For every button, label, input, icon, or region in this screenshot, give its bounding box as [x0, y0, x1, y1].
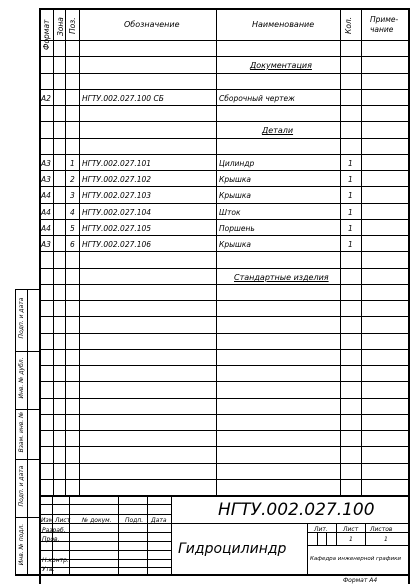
side-stamp-outer	[15, 289, 16, 576]
side-stamp-label: Инв. № подл.	[18, 523, 25, 566]
row-name: Крышка	[219, 175, 251, 184]
row-rule	[39, 268, 410, 269]
row-rule	[39, 89, 410, 90]
title-block-row-rule	[39, 504, 171, 505]
header-zone: Зона	[56, 17, 65, 36]
row-designation: НГТУ.002.027.100 СБ	[82, 94, 164, 103]
header-note-2: чание	[370, 25, 394, 34]
row-name: Крышка	[219, 191, 251, 200]
row-rule	[39, 316, 410, 317]
row-rule	[39, 479, 410, 480]
side-stamp-label: Инв. № дубл.	[18, 357, 25, 399]
tb-label-date: Дата	[151, 517, 167, 524]
row-name: Крышка	[219, 240, 251, 249]
row-name: Документация	[250, 61, 312, 70]
row-format: А4	[41, 191, 51, 200]
row-pos: 1	[70, 159, 75, 168]
title-designation: НГТУ.002.027.100	[218, 500, 375, 520]
tb-utv: Утв.	[42, 566, 55, 573]
tb-label-list: Лист	[55, 517, 71, 524]
tb-sheet-val: 1	[349, 536, 353, 543]
row-format: А3	[41, 240, 51, 249]
row-rule	[39, 365, 410, 366]
side-stamp-line-3	[15, 459, 41, 460]
tb-label-doc: № докум.	[82, 517, 112, 524]
side-stamp-line-2	[15, 409, 41, 410]
row-rule	[39, 56, 410, 57]
side-stamp-top	[15, 289, 41, 290]
title-block-divider	[171, 495, 172, 576]
row-format: А3	[41, 159, 51, 168]
row-name: Сборочный чертеж	[219, 94, 295, 103]
tb-org: Кафедра инженерной графики	[310, 556, 401, 562]
tb-sheets-val: 1	[384, 536, 388, 543]
row-designation: НГТУ.002.027.103	[82, 191, 152, 200]
side-stamp-inner	[27, 289, 28, 576]
row-rule	[39, 333, 410, 334]
lit-col-2	[365, 523, 366, 545]
row-rule	[39, 219, 410, 220]
row-rule	[39, 235, 410, 236]
row-format: А4	[41, 208, 51, 217]
title-block-row-rule	[39, 567, 171, 568]
row-designation: НГТУ.002.027.102	[82, 175, 152, 184]
row-qty: 1	[348, 191, 353, 200]
row-rule	[39, 105, 410, 106]
row-name: Стандартные изделия	[234, 273, 329, 282]
row-rule	[39, 251, 410, 252]
tb-col-list	[69, 495, 70, 576]
tb-col-doc	[118, 495, 119, 576]
row-rule	[39, 300, 410, 301]
title-block-row-rule	[39, 514, 171, 515]
row-name: Цилиндр	[219, 159, 255, 168]
row-pos: 2	[70, 175, 75, 184]
row-qty: 1	[348, 159, 353, 168]
header-pos: Поз.	[68, 17, 77, 34]
row-rule	[39, 138, 410, 139]
header-rule	[39, 40, 410, 41]
row-rule	[39, 414, 410, 415]
row-qty: 1	[348, 208, 353, 217]
row-format: А2	[41, 94, 51, 103]
lit-values-rule	[307, 545, 410, 546]
header-qty: Кол.	[344, 16, 353, 34]
row-designation: НГТУ.002.027.101	[82, 159, 152, 168]
row-name: Поршень	[219, 224, 255, 233]
title-block-row-rule	[39, 550, 171, 551]
tb-razrab: Разраб.	[42, 527, 66, 534]
row-rule	[39, 73, 410, 74]
row-rule	[39, 381, 410, 382]
title-block-right-divider	[307, 523, 308, 576]
format-label: Формат А4	[343, 577, 378, 584]
tb-label-sign: Подп.	[125, 517, 144, 524]
tb-prov: Пров.	[42, 536, 60, 543]
header-designation: Обозначение	[124, 20, 180, 29]
tb-lit: Лит.	[314, 526, 328, 533]
row-rule	[39, 154, 410, 155]
row-name: Шток	[219, 208, 241, 217]
tb-label-izm: Изм	[41, 517, 54, 524]
row-rule	[39, 463, 410, 464]
frame-top	[39, 8, 410, 10]
row-pos: 4	[70, 208, 75, 217]
row-qty: 1	[348, 224, 353, 233]
side-stamp-label: Подп. и дата	[18, 465, 25, 507]
row-rule	[39, 121, 410, 122]
row-designation: НГТУ.002.027.104	[82, 208, 152, 217]
header-note-1: Приме-	[370, 15, 399, 24]
title-block-top	[39, 495, 410, 497]
header-name: Наименование	[252, 20, 315, 29]
row-format: А3	[41, 175, 51, 184]
header-format: Формат	[42, 19, 51, 50]
row-rule	[39, 446, 410, 447]
row-name: Детали	[262, 126, 294, 135]
tb-col-sign	[147, 495, 148, 576]
row-designation: НГТУ.002.027.105	[82, 224, 152, 233]
lit-col-1	[336, 523, 337, 545]
row-rule	[39, 284, 410, 285]
row-pos: 3	[70, 191, 75, 200]
row-format: А4	[41, 224, 51, 233]
side-stamp-line-1	[15, 351, 41, 352]
row-designation: НГТУ.002.027.106	[82, 240, 152, 249]
tb-sheets: Листов	[370, 526, 393, 533]
row-rule	[39, 203, 410, 204]
row-rule	[39, 186, 410, 187]
tb-n-kontr: Н.контр.	[42, 557, 69, 564]
row-qty: 1	[348, 175, 353, 184]
side-stamp-label: Взам. инв. №	[18, 411, 25, 453]
row-pos: 5	[70, 224, 75, 233]
row-rule	[39, 170, 410, 171]
side-stamp-line-4	[15, 517, 41, 518]
row-qty: 1	[348, 240, 353, 249]
row-rule	[39, 430, 410, 431]
row-rule	[39, 349, 410, 350]
row-rule	[39, 398, 410, 399]
row-pos: 6	[70, 240, 75, 249]
tb-sheet: Лист	[343, 526, 359, 533]
side-stamp-label: Подп. и дата	[18, 297, 25, 339]
frame-right	[408, 8, 410, 584]
title-name: Гидроцилиндр	[178, 541, 287, 557]
